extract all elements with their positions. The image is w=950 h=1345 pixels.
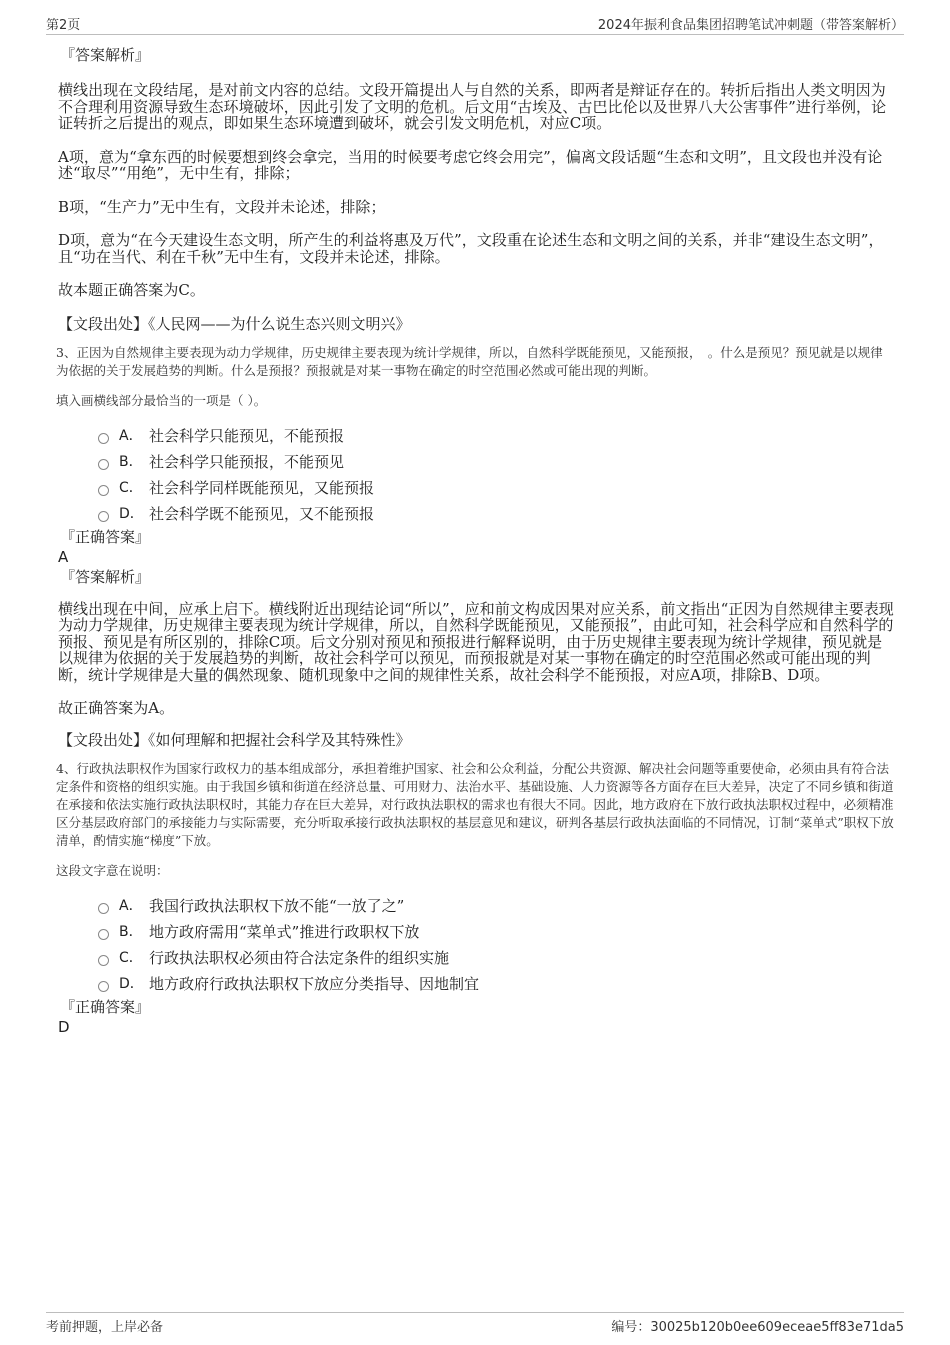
page-header <box>46 14 904 35</box>
option-letter: A． <box>119 427 143 444</box>
analysis-paragraph: B项，“生产力”无中生有，文段并未论述，排除； <box>58 197 386 216</box>
option-text: 我国行政执法职权下放不能“一放了之” <box>149 896 405 915</box>
source-citation: 【文段出处】《如何理解和把握社会科学及其特殊性》 <box>58 730 411 749</box>
option-b[interactable] <box>98 919 894 945</box>
option-text: 社会科学同样既能预见，又能预报 <box>149 478 375 497</box>
page-number: 第2页 <box>46 18 81 33</box>
option-text: 社会科学只能预见，不能预报 <box>149 426 345 445</box>
radio-button[interactable] <box>98 485 109 496</box>
option-text: 社会科学既不能预见，又不能预报 <box>149 504 375 523</box>
option-d[interactable] <box>98 501 894 527</box>
document-id: 编号：30025b120b0ee609eceae5ff83e71da5 <box>611 1320 904 1335</box>
correct-answer: A <box>58 547 69 566</box>
option-text: 地方政府需用“菜单式”推进行政职权下放 <box>149 922 420 941</box>
radio-button[interactable] <box>98 981 109 992</box>
option-text: 地方政府行政执法职权下放应分类指导、因地制宜 <box>149 974 480 993</box>
radio-button[interactable] <box>98 955 109 966</box>
conclusion: 故正确答案为A。 <box>58 699 175 717</box>
radio-button[interactable] <box>98 459 109 470</box>
question-4-prompt: 这段文字意在说明： <box>56 862 169 878</box>
option-d[interactable] <box>98 971 894 997</box>
option-letter: C． <box>119 479 143 496</box>
analysis-paragraph: D项，意为“在今天建设生态文明，所产生的利益将惠及万代”，文段重在论述生态和文明之间的关系，并非“建设生态文明”，且“功在当代、利在千秋”无中生有，文段并未论述，排除。 <box>58 231 884 266</box>
option-text: 行政执法职权必须由符合法定条件的组织实施 <box>149 948 450 967</box>
analysis-paragraph: A项，意为“拿东西的时候要想到终会拿完，当用的时候要考虑它终会用完”，偏离文段话题“生态和文明”，且文段也并没有论述“取尽”“用绝”，无中生有，排除； <box>58 147 883 182</box>
correct-answer: D <box>58 1017 70 1036</box>
radio-button[interactable] <box>98 433 109 444</box>
option-c[interactable] <box>98 945 894 971</box>
document-body <box>56 44 894 1036</box>
footer-slogan: 考前押题，上岸必备 <box>46 1320 164 1335</box>
question-4-text: 4、行政执法职权作为国家行政权力的基本组成部分，承担着维护国家、社会和公众利益，分配公共资源、解决社会问题等重要使命，必须由具有符合法定条件和资格的组织实施。由于我国乡镇和街道在经济总量、可用财力、法治水平、基础设施、人力资源等各方面存在巨大差异，决定了不同乡镇和街道在承接和依法实施行政执法职权时，其能力存在巨大差异，对行政执法职权的需求也有很大不同。因此，地方政府在下放行政执法职权过程中，必须精准区分基层政府部门的承接能力与实际需要，充分听取承接行政执法职权的基层意见和建议，研判各基层行政执法面临的不同情况，订制“菜单式”职权下放清单，酌情实施“梯度”下放。 <box>56 760 894 848</box>
question-3-prompt: 填入画横线部分最恰当的一项是（ ）。 <box>56 392 267 408</box>
radio-button[interactable] <box>98 511 109 522</box>
option-letter: B． <box>119 453 143 470</box>
question-4-options <box>56 893 894 997</box>
option-letter: A． <box>119 897 143 914</box>
analysis-label: 『答案解析』 <box>60 46 151 64</box>
option-text: 社会科学只能预报，不能预见 <box>149 452 345 471</box>
option-letter: B． <box>119 923 143 940</box>
conclusion: 故本题正确答案为C。 <box>58 281 205 299</box>
analysis-paragraph: 横线出现在中间，应承上启下。横线附近出现结论词“所以”，应和前文构成因果对应关系，前文指出“正因为自然规律主要表现为动力学规律，历史规律主要表现为统计学规律，所以，自然科学既能预见，又能预报”，由此可知，社会科学应和自然科学的预报、预见是有所区别的，排除C项。后文分别对预见和预报进行解释说明，由于历史规律主要表现为统计学规律，预见就是以规律为依据的关于发展趋势的判断，故社会科学可以预见，而预报就是对某一事物在确定的时空范围必然或可能出现的判断，统计学规律是大量的偶然现象、随机现象中之间的规律性关系，故社会科学不能预报，对应A项，排除B、D项。 <box>58 599 894 684</box>
option-letter: C． <box>119 949 143 966</box>
source-citation: 【文段出处】《人民网——为什么说生态兴则文明兴》 <box>58 314 411 333</box>
answer-label: 『正确答案』 <box>60 997 151 1016</box>
analysis-paragraph: 横线出现在文段结尾，是对前文内容的总结。文段开篇提出人与自然的关系，即两者是辩证存在的。转折后指出人类文明因为不合理利用资源导致生态环境破坏，因此引发了文明的危机。后文用“古埃及、古巴比伦以及世界八大公害事件”进行举例，论证转折之后提出的观点，即如果生态环境遭到破坏，就会引发文明危机，对应C项。 <box>58 81 887 132</box>
option-letter: D． <box>119 505 144 522</box>
document-title: 2024年振利食品集团招聘笔试冲刺题（带答案解析） <box>597 18 904 33</box>
option-a[interactable] <box>98 893 894 919</box>
option-c[interactable] <box>98 475 894 501</box>
option-letter: D． <box>119 975 144 992</box>
answer-label: 『正确答案』 <box>60 527 151 546</box>
option-b[interactable] <box>98 449 894 475</box>
radio-button[interactable] <box>98 929 109 940</box>
radio-button[interactable] <box>98 903 109 914</box>
analysis-label: 『答案解析』 <box>60 567 151 586</box>
question-3-text: 3、正因为自然规律主要表现为动力学规律，历史规律主要表现为统计学规律，所以，自然科学既能预见，又能预报， 。什么是预见？预见就是以规律为依据的关于发展趋势的判断。什么是预报？预报就是对某一事物在确定的时空范围必然或可能出现的判断。 <box>56 344 883 378</box>
option-a[interactable] <box>98 423 894 449</box>
page-footer <box>46 1312 904 1335</box>
question-3-options <box>56 423 894 527</box>
